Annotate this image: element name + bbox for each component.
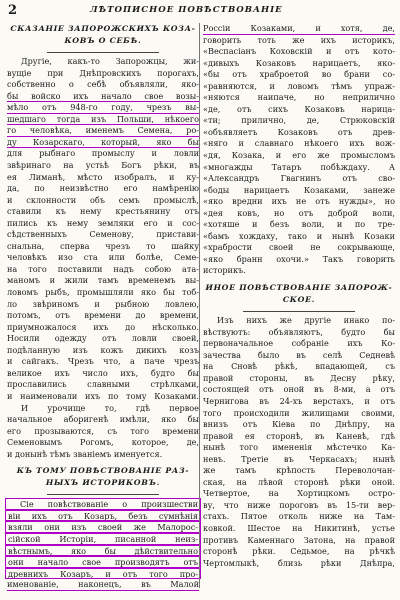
text-line: вущіе при Днѣпровскихъ порогахъ, — [7, 67, 199, 78]
highlighted-text-line: сійской Исторіи, писанной неиз- — [5, 533, 201, 545]
running-head: ЛѢТОПИСНОЕ ПОВѢСТВОВАНІЕ — [90, 5, 283, 15]
text-line: Семеновымъ Рогомъ, которое, де, — [7, 437, 199, 448]
text-line: правой ея сторонѣ, въ Каневѣ, гдѣ — [203, 430, 395, 441]
section-heading-line: КОВЪ О СЕБѢ. — [64, 35, 142, 45]
text-line: того происходили жилищами своими, — [203, 407, 395, 418]
text-line: стахъ. Пятое отколь ниже на Там- — [203, 511, 395, 522]
highlighted-text-line: именованіе, наконецъ, въ Малой — [7, 579, 199, 590]
section-rule — [243, 307, 355, 312]
section-heading-line: СКОЕ. — [282, 294, 316, 304]
text-line: «боды нарицаетъ Козаками, занеже — [203, 184, 395, 195]
text-line: И урочище то, гдѣ первое — [21, 402, 199, 413]
text-line: и склонности объ семъ промыслѣ, — [7, 194, 199, 205]
text-line: «няго и славнаго нѣкоего ихъ вож- — [203, 138, 395, 149]
text-line: начальное аборигенѣ имѣли, яко бы — [7, 414, 199, 425]
text-line: подѣланную изъ кожъ дикихъ козъ — [7, 344, 199, 355]
text-line: Другіе, какъ-то Запорожцы, жи- — [21, 56, 199, 67]
text-line: прославились славными стрѣлками, — [7, 379, 199, 390]
text-line: потомъ, отъ времени до времени, — [7, 310, 199, 321]
text-line: ло звѣриномъ и рыбною ловлею, — [7, 298, 199, 309]
text-line: «хотяше и безъ воли, и по тре- — [203, 219, 395, 230]
text-line: «бамъ хождаху, тако и нынѣ Козаки — [203, 230, 395, 241]
highlighted-text-line: Сіе повѣствованіе о произшестви — [5, 498, 201, 510]
text-line: «няются наипаче, но неприлично — [203, 92, 395, 103]
text-line: «яко бранн охочи.» Такъ говорить — [203, 253, 395, 264]
text-line: и наименовали ихъ по тому Козаками. — [7, 390, 199, 401]
highlighted-text-line: древнихъ Козаръ, и отъ того про- — [5, 568, 201, 580]
text-line: собственно о себѣ объявляли, яко- — [7, 79, 199, 90]
text-line: Носили одежду отъ ловли своей, — [7, 333, 199, 344]
text-line: ея Лиманѣ, мѣсто изобралъ, и ку- — [7, 171, 199, 182]
text-line: правой стороны, въ Десну рѣку, — [203, 372, 395, 383]
section-heading-line: КЪ ТОМУ ПОВѢСТВОВАНІЕ РАЗ- — [16, 466, 190, 476]
text-line: человѣкъ изо ста или болѣе, Семе- — [7, 252, 199, 263]
page-header — [0, 0, 400, 22]
text-line: и сайгакъ. Чрезъ что, а паче чрезъ — [7, 356, 199, 367]
highlighted-text-line: віи ихъ отъ Козаръ, безъ сумнѣнія — [5, 510, 201, 522]
section-rule — [47, 490, 159, 495]
highlighted-text-line: они начало свое производятъ отъ — [5, 556, 201, 568]
highlighted-text-line: вѣстнымъ, яко бы дѣйствительно — [5, 545, 201, 557]
text-line: первоначальное собраніе ихъ Ко- — [203, 338, 395, 349]
right-column — [203, 23, 395, 569]
section-rule — [47, 48, 159, 53]
text-line: Чернигова въ 24-хъ верстахъ, и отъ — [203, 395, 395, 406]
text-line: ловомъ рыбъ, промышляли яко бы тоб- — [7, 287, 199, 298]
text-line: Чертомлыкѣ, близь рѣки Днѣпра, — [203, 557, 395, 568]
text-line: великое ихъ число ихъ, будто бы — [7, 367, 199, 378]
section-heading-line: НЫХЪ ИСТОРИКОВЪ. — [45, 477, 161, 487]
text-line: для рыбнаго промыслу и ловли — [7, 148, 199, 159]
text-line: ская, на лѣвой сторонѣ рѣки оной. — [203, 476, 395, 487]
text-line: «дивыхъ Козаковъ нарицаетъ, яко- — [203, 57, 395, 68]
text-line: сѣдственныхъ Семенову, пристави- — [7, 229, 199, 240]
text-line: ву, что ниже пороговъ въ 15-ти вер- — [203, 499, 395, 510]
highlighted-text-line: ду Козарскаго, который, яко бы — [7, 136, 199, 147]
text-line: «бы отъ храброетой во брани со- — [203, 69, 395, 80]
text-line: «равняются, и ловомъ тѣмъ упраж- — [203, 80, 395, 91]
text-line: ставили къ нему крестьянину отъ — [7, 206, 199, 217]
text-line: да, по неизвѣстно его намѣренію — [7, 183, 199, 194]
text-line: пились къ нему земляки его и сос- — [7, 217, 199, 228]
text-line: «объявляетъ Козаковъ отъ древ- — [203, 126, 395, 137]
text-line: «дя, Козака, и его же промысломъ — [203, 150, 395, 161]
text-line: «Веспасіанъ Коховскій и отъ кото- — [203, 46, 395, 57]
text-line: «ти; прилично, де, Стрюковскій — [203, 115, 395, 126]
text-line: историкъ. — [203, 265, 246, 276]
text-line: ковкой. Шестое на Никитинѣ, устье — [203, 522, 395, 533]
highlighted-text-line: мѣло отъ 948-го году, чрезъ вы- — [7, 102, 199, 113]
highlighted-text-line: шедшаго тогда изъ Польши, нѣкоего — [7, 113, 199, 124]
text-line: маномъ и жили тамъ временемъ вы- — [7, 275, 199, 286]
text-line: Изъ нихъ же другіе инако по- — [217, 315, 395, 326]
text-line: звѣринаго на устьѣ Богъ рѣки, въ — [7, 160, 199, 171]
text-line: снальна, сперва чрезъ то шайку — [7, 240, 199, 251]
highlighted-text-line: Россіи Козаками, и хотя, де, — [203, 23, 395, 33]
section-heading-line: СКАЗАНІЕ ЗАПОРОЖСКИХЪ КОЗА- — [10, 24, 196, 33]
highlighted-text-line: взяли они изъ своей же Малорос- — [5, 521, 201, 533]
text-line: приумножалося ихъ до нѣсколько. — [7, 321, 199, 332]
text-line: его прозываются, съ того времени — [7, 425, 199, 436]
column-divider — [199, 23, 200, 588]
text-line: говорить тоть же ихъ историкъ, — [203, 34, 395, 45]
text-line: состоящей отъ оной въ 8-ми, а отъ — [203, 384, 395, 395]
text-line: «многажды Татаръ побѣждаху. А — [203, 161, 395, 172]
highlighted-text-line: го человѣка, именемъ Семена, ро- — [7, 125, 199, 136]
text-line: вѣствуютъ: объявляютъ, будто бы — [203, 326, 395, 337]
text-line: «яко вредни ихъ не отъ нужды», но — [203, 196, 395, 207]
text-line: и донынѣ тѣмъ званіемъ именуется. — [7, 448, 163, 459]
text-line: невъ. Третіе въ Черкасахъ; нынѣ — [203, 453, 395, 464]
text-line: на того поставили надъ собою ата- — [7, 263, 199, 274]
text-line: сторонѣ рѣки. Седьмое, на рѣчкѣ — [203, 546, 395, 557]
text-line: нынѣ того имененія мѣстечко Ка- — [203, 442, 395, 453]
text-line: «де, отъ сихъ Козаковъ нарица- — [203, 103, 395, 114]
text-line: Четвертое, на Хортицкомъ остро- — [203, 488, 395, 499]
text-line: «дея ковъ, но отъ доброй воли, — [203, 207, 395, 218]
text-line: внизъ отъ Кіева по Днѣпру, на — [203, 419, 395, 430]
text-line: «Александръ Гвагнинъ отъ сво- — [203, 173, 395, 184]
section-heading-line: ИНОЕ ПОВѢСТВОВАНІЕ ЗАПОРОЖ- — [205, 283, 393, 293]
left-column — [7, 23, 199, 591]
highlighted-text-line: бы войско ихъ начало свое возы- — [7, 90, 199, 101]
text-line: противъ Каменнаго Затона, на правой — [203, 534, 395, 545]
text-line: зачества было въ селѣ Седневѣ — [203, 349, 395, 360]
text-line: «храбрости своей не сокрывающе, — [203, 242, 395, 253]
text-line: на Сновѣ рѣкѣ, впадающей, съ — [203, 361, 395, 372]
text-line: же тамъ крѣпость Переволочан- — [203, 465, 395, 476]
page-number: 2 — [8, 3, 18, 18]
